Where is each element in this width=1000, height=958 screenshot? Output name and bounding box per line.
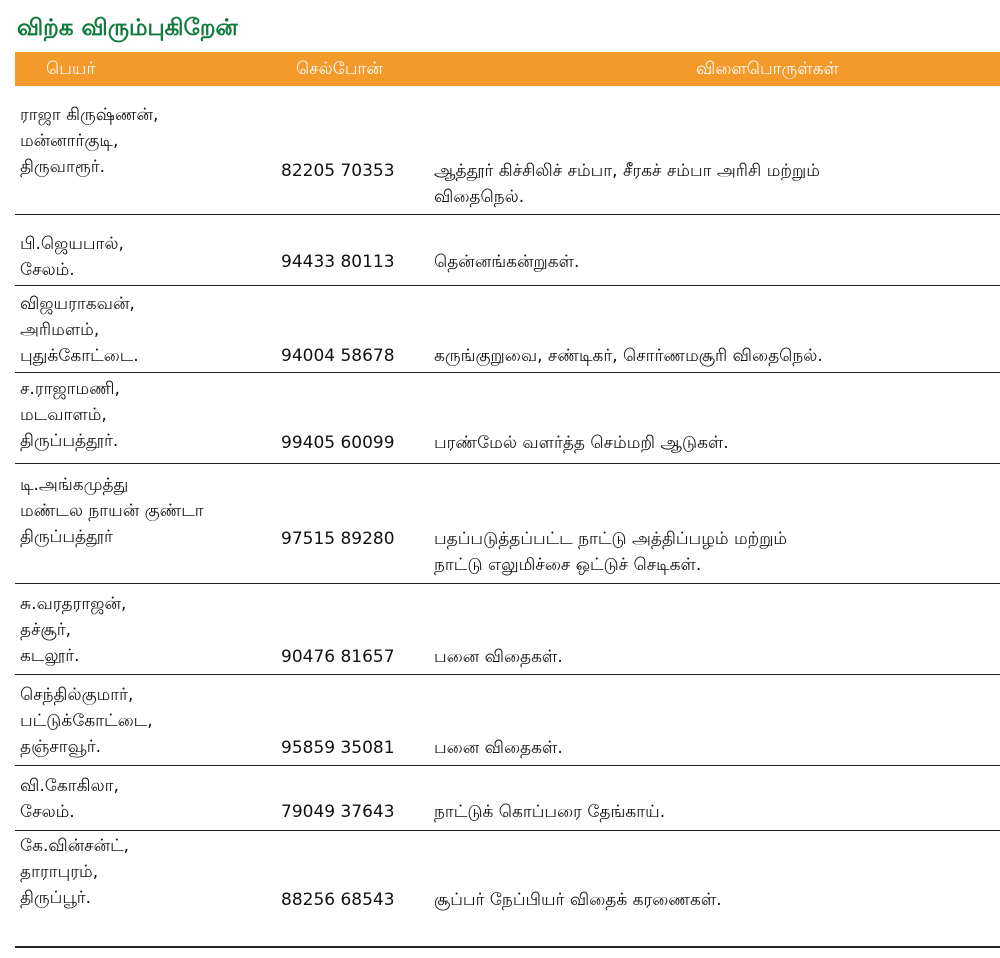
seller-name: கே.வின்சன்ட், தாராபுரம், திருப்பூர். [20, 836, 130, 908]
seller-name: செந்தில்குமார், பட்டுக்கோட்டை, தஞ்சாவூர். [20, 685, 153, 757]
seller-name: பி.ஜெயபால், சேலம். [20, 234, 124, 280]
product-description: பரண்மேல் வளர்த்த செம்மறி ஆடுகள். [434, 433, 729, 453]
product-description: ஆத்தூர் கிச்சிலிச் சம்பா, சீரகச் சம்பா அரிசி மற்றும் விதைநெல். [434, 161, 820, 207]
seller-name: ச.ராஜாமணி, மடவாளம், திருப்பத்தூர். [20, 379, 120, 451]
seller-phone: 95859 35081 [281, 738, 395, 758]
table-bottom-rule [15, 946, 1000, 948]
product-description: கருங்குறுவை, சண்டிகர், சொர்ணமசூரி விதைநெல். [434, 346, 823, 366]
product-description: பனை விதைகள். [434, 647, 563, 667]
seller-phone: 79049 37643 [281, 802, 395, 822]
table-row [15, 215, 1000, 286]
table-header [15, 52, 1000, 86]
seller-name: வி.கோகிலா, சேலம். [20, 776, 119, 822]
seller-name: விஜயராகவன், அரிமளம், புதுக்கோட்டை. [20, 294, 139, 366]
seller-phone: 94433 80113 [281, 252, 395, 272]
table-row [15, 373, 1000, 464]
table-row [15, 86, 1000, 215]
column-header-product: விளைபொருள்கள் [696, 59, 839, 79]
product-description: பதப்படுத்தப்பட்ட நாட்டு அத்திப்பழம் மற்றும் நாட்டு எலுமிச்சை ஒட்டுச் செடிகள். [434, 529, 788, 575]
seller-name: ராஜா கிருஷ்ணன், மன்னார்குடி, திருவாரூர். [20, 105, 159, 177]
table-row [15, 286, 1000, 373]
column-header-phone: செல்போன் [296, 59, 383, 79]
listing-table [15, 86, 1000, 831]
product-description: பனை விதைகள். [434, 738, 563, 758]
table-row [15, 464, 1000, 584]
seller-phone: 82205 70353 [281, 161, 395, 181]
seller-phone: 94004 58678 [281, 346, 395, 366]
seller-name: டி.அங்கமுத்து மண்டல நாயன் குண்டா திருப்பத்தூர் [20, 475, 204, 547]
table-row [15, 584, 1000, 675]
seller-phone: 97515 89280 [281, 529, 395, 549]
column-header-name: பெயர் [46, 59, 96, 79]
product-description: நாட்டுக் கொப்பரை தேங்காய். [434, 802, 666, 822]
seller-phone: 90476 81657 [281, 647, 395, 667]
table-row [15, 766, 1000, 831]
seller-phone: 88256 68543 [281, 890, 395, 910]
table-row [15, 830, 1000, 945]
seller-phone: 99405 60099 [281, 433, 395, 453]
product-description: சூப்பர் நேப்பியர் விதைக் கரணைகள். [434, 890, 722, 910]
page-title: விற்க விரும்புகிறேன் [17, 15, 238, 41]
table-row [15, 675, 1000, 766]
product-description: தென்னங்கன்றுகள். [434, 252, 580, 272]
seller-name: சு.வரதராஜன், தச்சூர், கடலூர். [20, 594, 127, 666]
